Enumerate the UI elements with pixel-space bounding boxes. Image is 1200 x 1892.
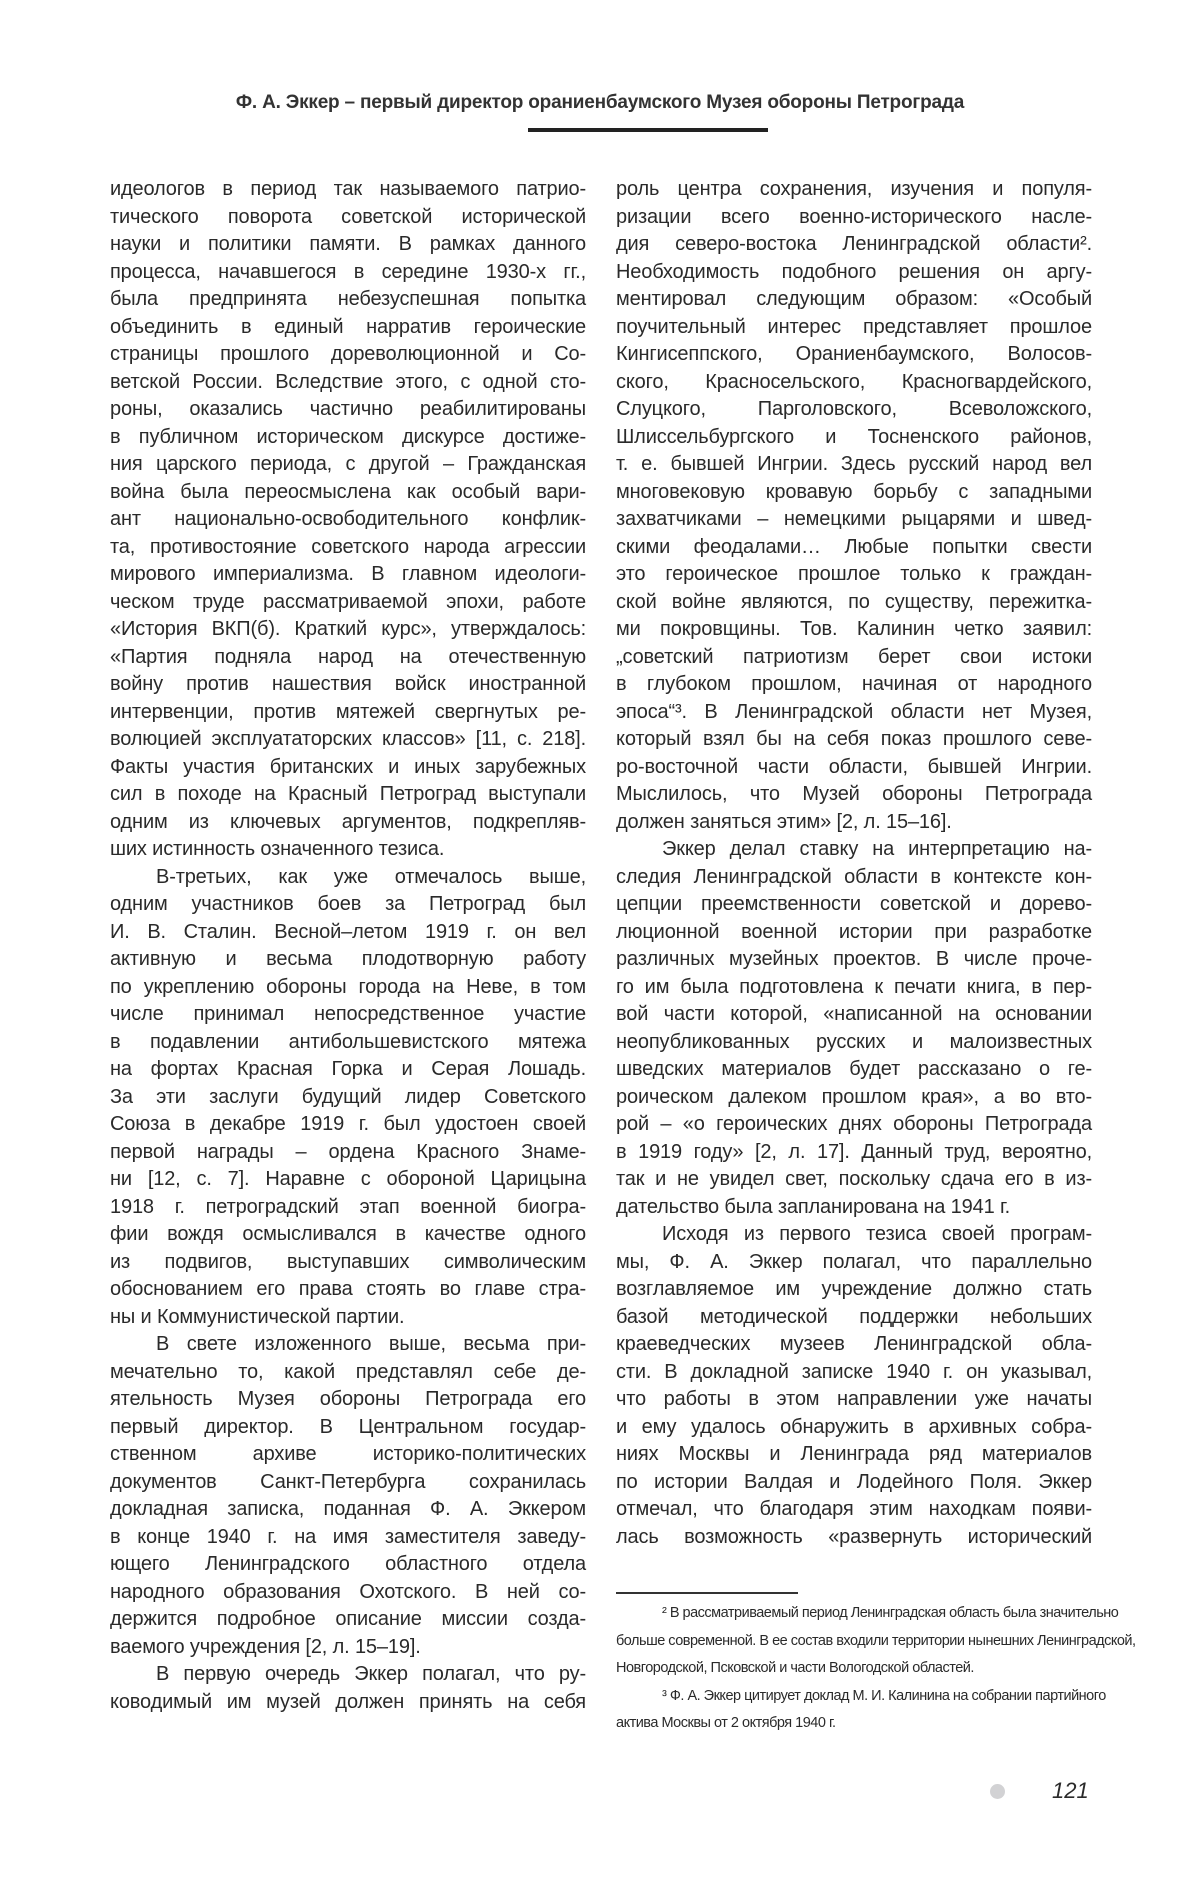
text-line: ющего Ленинградского областного отдела (110, 1553, 586, 1575)
text-line: на фортах Красная Горка и Серая Лошадь. (110, 1058, 586, 1080)
footnotes (616, 1600, 1136, 1738)
paragraph (110, 1331, 586, 1661)
paragraph (616, 1221, 1092, 1551)
text-line: одним из ключевых аргументов, подкрепляв- (110, 810, 586, 833)
text-line: по истории Валдая и Лодейного Поля. Эккер (616, 1470, 1092, 1493)
text-line: дия северо-востока Ленинградской области². (616, 233, 1092, 255)
text-line: сти. В докладной записке 1940 г. он указывал, (616, 1360, 1092, 1383)
text-line: рой – «о героических днях обороны Петрограда (616, 1113, 1092, 1135)
text-line: обоснованием его права стоять во главе стра- (110, 1278, 586, 1300)
text-line: в 1919 году» [2, л. 17]. Данный труд, вероятно, (616, 1140, 1092, 1163)
text-line: науки и политики памяти. В рамках данного (110, 233, 586, 255)
paragraph (616, 836, 1092, 1221)
text-line: ваемого учреждения [2, л. 15–19]. (110, 1635, 421, 1658)
text-line: волюцией эксплуататорских классов» [11, с. 218]. (110, 728, 586, 750)
footnote-rule (616, 1592, 798, 1594)
text-line: За эти заслуги будущий лидер Советского (110, 1085, 586, 1108)
text-line: Мыслилось, что Музей обороны Петрограда (616, 783, 1092, 805)
text-line: ческом труде рассматриваемой эпохи, работе (110, 590, 586, 613)
text-line: 1918 г. петроградский этап военной биогра- (110, 1195, 586, 1218)
text-line: числе принимал непосредственное участие (110, 1003, 586, 1025)
text-column-left (110, 176, 586, 1716)
text-line: следия Ленинградской области в контексте кон- (616, 865, 1092, 888)
text-line: процесса, начавшегося в середине 1930-х гг., (110, 260, 586, 283)
text-line: тического поворота советской исторической (110, 205, 586, 228)
footnote (616, 1600, 1136, 1683)
text-line: В первую очередь Эккер полагал, что ру- (156, 1663, 586, 1685)
footnote (616, 1683, 1106, 1738)
text-line: сил в походе на Красный Петроград выступали (110, 783, 586, 805)
text-line: и ему удалось обнаружить в архивных собра- (616, 1415, 1092, 1438)
text-line: Кингисеппского, Ораниенбаумского, Волосов- (616, 343, 1092, 365)
text-line: активную и весьма плодотворную работу (110, 948, 586, 970)
text-line: фии вождя осмысливался в качестве одного (110, 1223, 586, 1245)
footnote-line: актива Москвы от 2 октября 1940 г. (616, 1715, 836, 1731)
text-line: одним участников боев за Петроград был (110, 893, 586, 915)
text-line: идеологов в период так называемого патрио- (110, 178, 586, 200)
text-line: первой награды – ордена Красного Знаме- (110, 1140, 586, 1163)
text-line: Шлиссельбургского и Тосненского районов, (616, 425, 1092, 448)
text-line: шведских материалов будет рассказано о ге- (616, 1058, 1092, 1080)
footnote-line: больше современной. В ее состав входили территории нынешних Ленинградской, (616, 1632, 1136, 1649)
text-line: возглавляемое им учреждение должно стать (616, 1278, 1092, 1300)
text-line: базой методической поддержки небольших (616, 1305, 1092, 1328)
text-line: это героическое прошлое только к граждан- (616, 563, 1092, 585)
running-title: Ф. А. Эккер – первый директор ораниенбаумского Музея обороны Петрограда (235, 92, 965, 113)
text-line: страницы прошлого дореволюционной и Со- (110, 343, 586, 365)
text-line: захватчиками – немецкими рыцарями и швед- (616, 508, 1092, 530)
text-line: лась возможность «развернуть исторический (616, 1525, 1092, 1548)
text-column-right (616, 176, 1092, 1551)
text-line: И. В. Сталин. Весной–летом 1919 г. он вел (110, 920, 586, 943)
text-line: та, противостояние советского народа агрессии (110, 535, 586, 558)
paragraph (110, 176, 586, 864)
text-line: который взял бы на себя показ прошлого севе- (616, 728, 1092, 750)
text-line: Эккер делал ставку на интерпретацию на- (662, 838, 1092, 860)
text-line: различных музейных проектов. В числе проче- (616, 948, 1092, 970)
text-line: Слуцкого, Парголовского, Всеволожского, (616, 398, 1092, 420)
text-line: по укреплению обороны города на Неве, в том (110, 975, 586, 998)
text-line: ветской России. Вследствие этого, с одной сто- (110, 370, 586, 393)
text-line: в подавлении антибольшевистского мятежа (110, 1030, 586, 1053)
text-line: докладная записка, поданная Ф. А. Эккером (110, 1498, 586, 1520)
text-line: отмечал, что благодаря этим находкам появи- (616, 1498, 1092, 1520)
text-line: „советский патриотизм берет свои истоки (616, 645, 1092, 668)
text-line: ководимый им музей должен принять на себя (110, 1690, 586, 1713)
text-line: мечательно то, какой представлял себе де- (110, 1360, 586, 1383)
text-line: В свете изложенного выше, весьма при- (156, 1333, 586, 1355)
text-line: го им была подготовлена к печати книга, в пер- (616, 975, 1092, 998)
text-line: ского, Красносельского, Красногвардейского, (616, 370, 1092, 393)
text-line: народного образования Охотского. В ней со- (110, 1580, 586, 1603)
text-line: Факты участия британских и иных зарубежных (110, 755, 586, 778)
text-line: первый директор. В Центральном государ- (110, 1415, 586, 1438)
text-line: в глубоком прошлом, начиная от народного (616, 673, 1092, 695)
text-line: «История ВКП(б). Краткий курс», утверждалось: (110, 618, 586, 640)
text-line: ятельность Музея обороны Петрограда его (110, 1388, 586, 1410)
text-line: В-третьих, как уже отмечалось выше, (156, 865, 586, 888)
text-line: многовековую кровавую борьбу с западными (616, 480, 1092, 503)
text-line: должен заняться этим» [2, л. 15–16]. (616, 810, 952, 833)
text-line: роны, оказались частично реабилитированы (110, 398, 586, 420)
paragraph (616, 176, 1092, 836)
text-line: Необходимость подобного решения он аргу- (616, 260, 1092, 283)
paragraph (110, 864, 586, 1332)
text-line: поучительный интерес представляет прошлое (616, 315, 1092, 338)
text-line: объединить в единый нарратив героические (110, 315, 586, 338)
text-line: ризации всего военно-исторического насле- (616, 205, 1092, 228)
text-line: что работы в этом направлении уже начаты (616, 1388, 1092, 1410)
text-line: мирового империализма. В главном идеологи- (110, 563, 586, 585)
text-line: ны и Коммунистической партии. (110, 1305, 405, 1328)
text-line: была предпринята небезуспешная попытка (110, 288, 586, 310)
text-line: ших истинность означенного тезиса. (110, 838, 445, 860)
text-line: скими феодалами… Любые попытки свести (616, 535, 1092, 558)
text-line: в конце 1940 г. на имя заместителя заведу- (110, 1525, 586, 1548)
text-line: цепции преемственности советской и дорево- (616, 893, 1092, 915)
text-line: так и не увидел свет, поскольку сдача его в из- (616, 1168, 1092, 1190)
footnote-line: ² В рассматриваемый период Ленинградская область была значительно (662, 1605, 1119, 1621)
text-line: интервенции, против мятежей свергнутых ре- (110, 700, 586, 723)
paragraph (110, 1661, 586, 1716)
text-line: Союза в декабре 1919 г. был удостоен своей (110, 1113, 586, 1135)
text-line: мы, Ф. А. Эккер полагал, что параллельно (616, 1250, 1092, 1273)
text-line: ментировал следующим образом: «Особый (616, 288, 1092, 310)
text-line: ант национально-освободительного конфлик- (110, 508, 586, 530)
text-line: ни [12, с. 7]. Наравне с обороной Царицына (110, 1168, 586, 1190)
text-line: ниях Москвы и Ленинграда ряд материалов (616, 1443, 1092, 1465)
text-line: документов Санкт-Петербурга сохранилась (110, 1470, 586, 1493)
text-line: дательство была запланирована на 1941 г. (616, 1195, 1011, 1218)
text-line: роль центра сохранения, изучения и популя- (616, 178, 1092, 200)
footnote-line: Новгородской, Псковской и части Вологодской областей. (616, 1660, 974, 1676)
text-line: т. е. бывшей Ингрии. Здесь русский народ вел (616, 453, 1092, 475)
text-line: ро-восточной части области, бывшей Ингрии. (616, 755, 1092, 778)
text-line: неопубликованных русских и малоизвестных (616, 1030, 1092, 1053)
text-line: люционной военной истории при разработке (616, 920, 1092, 943)
footnote-line: ³ Ф. А. Эккер цитирует доклад М. И. Калинина на собрании партийного (662, 1687, 1106, 1704)
text-line: ской войне являются, по существу, пережитка- (616, 590, 1092, 613)
text-line: войну против нашествия войск иностранной (110, 673, 586, 695)
text-line: держится подробное описание миссии созда- (110, 1608, 586, 1630)
text-line: Исходя из первого тезиса своей програм- (662, 1223, 1092, 1245)
page-marker-dot-icon (990, 1784, 1005, 1799)
text-line: вой части которой, «написанной на основании (616, 1003, 1092, 1025)
text-line: из подвигов, выступавших символическим (110, 1250, 586, 1273)
header-rule (528, 128, 768, 132)
text-line: «Партия подняла народ на отечественную (110, 645, 586, 668)
text-line: ния царского периода, с другой – Гражданская (110, 453, 586, 475)
text-line: краеведческих музеев Ленинградской обла- (616, 1333, 1092, 1355)
text-line: война была переосмыслена как особый вари- (110, 480, 586, 503)
text-line: ственном архиве историко-политических (110, 1443, 586, 1465)
text-line: эпоса“³. В Ленинградской области нет Музея, (616, 700, 1092, 723)
page-number: 121 (1052, 1778, 1089, 1803)
text-line: в публичном историческом дискурсе достиже- (110, 425, 586, 448)
text-line: ми покровщины. Тов. Калинин четко заявил: (616, 618, 1092, 640)
text-line: роическом далеком прошлом края», а во вто- (616, 1085, 1092, 1108)
